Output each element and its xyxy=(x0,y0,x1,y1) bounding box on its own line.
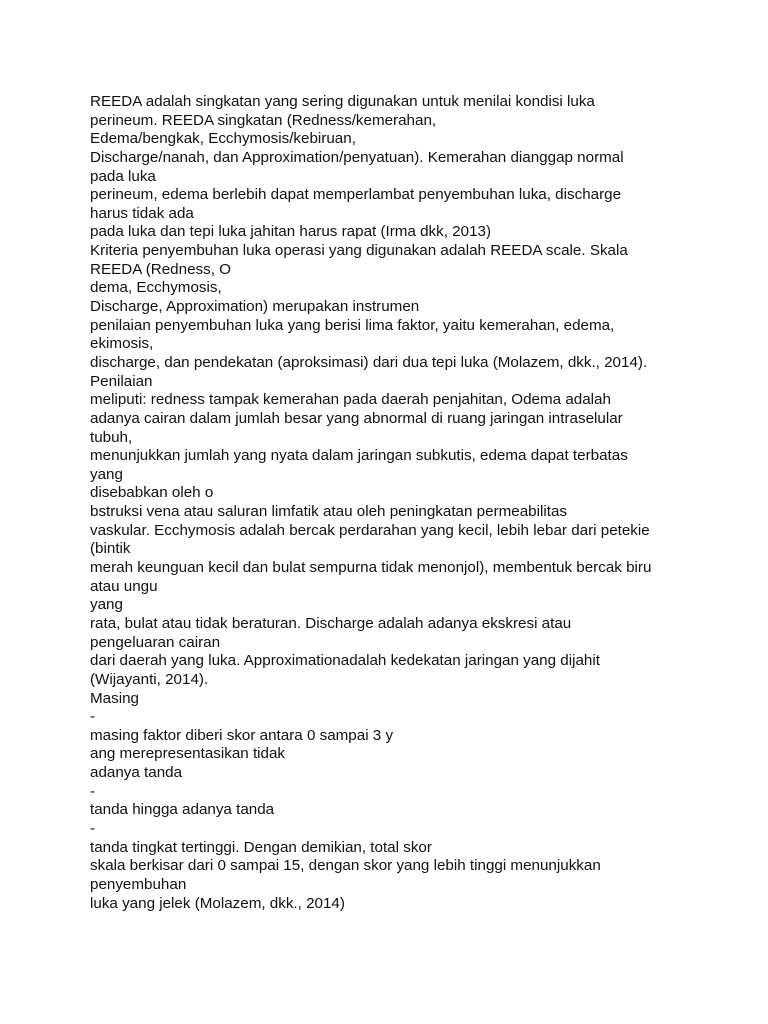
document-line: Penilaian xyxy=(90,372,153,390)
document-line: masing faktor diberi skor antara 0 sampai 3 y xyxy=(90,726,394,744)
document-line: rata, bulat atau tidak beraturan. Discharge adalah adanya ekskresi atau xyxy=(90,614,572,632)
document-line: meliputi: redness tampak kemerahan pada daerah penjahitan, Odema adalah xyxy=(90,391,611,409)
document-line: ang merepresentasikan tidak xyxy=(90,745,286,763)
document-line: REEDA (Redness, O xyxy=(90,260,231,278)
document-line: atau ungu xyxy=(90,577,158,595)
document-line: pada luka xyxy=(90,167,156,185)
document-line: ekimosis, xyxy=(90,335,154,353)
document-line: REEDA adalah singkatan yang sering digunakan untuk menilai kondisi luka xyxy=(90,93,595,110)
document-line: harus tidak ada xyxy=(90,204,194,222)
document-line: Discharge, Approximation) merupakan instrumen xyxy=(90,298,420,316)
document-body xyxy=(90,93,740,913)
document-line: penilaian penyembuhan luka yang berisi lima faktor, yaitu kemerahan, edema, xyxy=(90,316,615,334)
document-line: Discharge/nanah, dan Approximation/penyatuan). Kemerahan dianggap normal xyxy=(90,148,624,166)
document-line: luka yang jelek (Molazem, dkk., 2014) xyxy=(90,894,345,912)
document-line: dari daerah yang luka. Approximationadalah kedekatan jaringan yang dijahit xyxy=(90,652,600,670)
document-line: Edema/bengkak, Ecchymosis/kebiruan, xyxy=(90,130,356,148)
document-line: - xyxy=(90,782,96,800)
document-line: tanda hingga adanya tanda xyxy=(90,801,275,819)
document-line: disebabkan oleh o xyxy=(90,484,214,502)
document-line: - xyxy=(90,819,96,837)
document-line: tanda tingkat tertinggi. Dengan demikian, total skor xyxy=(90,838,432,856)
document-line: skala berkisar dari 0 sampai 15, dengan skor yang lebih tinggi menunjukkan xyxy=(90,857,601,875)
document-line: (bintik xyxy=(90,540,131,558)
document-line: adanya tanda xyxy=(90,764,183,782)
document-line: tubuh, xyxy=(90,428,133,446)
document-line: yang xyxy=(90,596,123,614)
document-line: adanya cairan dalam jumlah besar yang abnormal di ruang jaringan intraselular xyxy=(90,409,623,427)
document-line: perineum, edema berlebih dapat memperlambat penyembuhan luka, discharge xyxy=(90,186,622,204)
document-line: yang xyxy=(90,465,123,483)
document-line: penyembuhan xyxy=(90,875,187,893)
document-line: merah keunguan kecil dan bulat sempurna tidak menonjol), membentuk bercak biru xyxy=(90,559,652,577)
document-line: menunjukkan jumlah yang nyata dalam jaringan subkutis, edema dapat terbatas xyxy=(90,447,628,465)
document-line: vaskular. Ecchymosis adalah bercak perdarahan yang kecil, lebih lebar dari petekie xyxy=(90,521,650,539)
document-line: pada luka dan tepi luka jahitan harus rapat (Irma dkk, 2013) xyxy=(90,223,492,241)
document-line: perineum. REEDA singkatan (Redness/kemerahan, xyxy=(90,111,437,129)
document-line: Kriteria penyembuhan luka operasi yang digunakan adalah REEDA scale. Skala xyxy=(90,242,628,260)
document-line: - xyxy=(90,708,96,726)
document-line: pengeluaran cairan xyxy=(90,633,221,651)
document-line: (Wijayanti, 2014). xyxy=(90,670,209,688)
document-line: bstruksi vena atau saluran limfatik atau oleh peningkatan permeabilitas xyxy=(90,503,567,521)
document-line: discharge, dan pendekatan (aproksimasi) dari dua tepi luka (Molazem, dkk., 2014). xyxy=(90,353,648,371)
document-line: dema, Ecchymosis, xyxy=(90,279,222,297)
document-line: Masing xyxy=(90,689,139,707)
